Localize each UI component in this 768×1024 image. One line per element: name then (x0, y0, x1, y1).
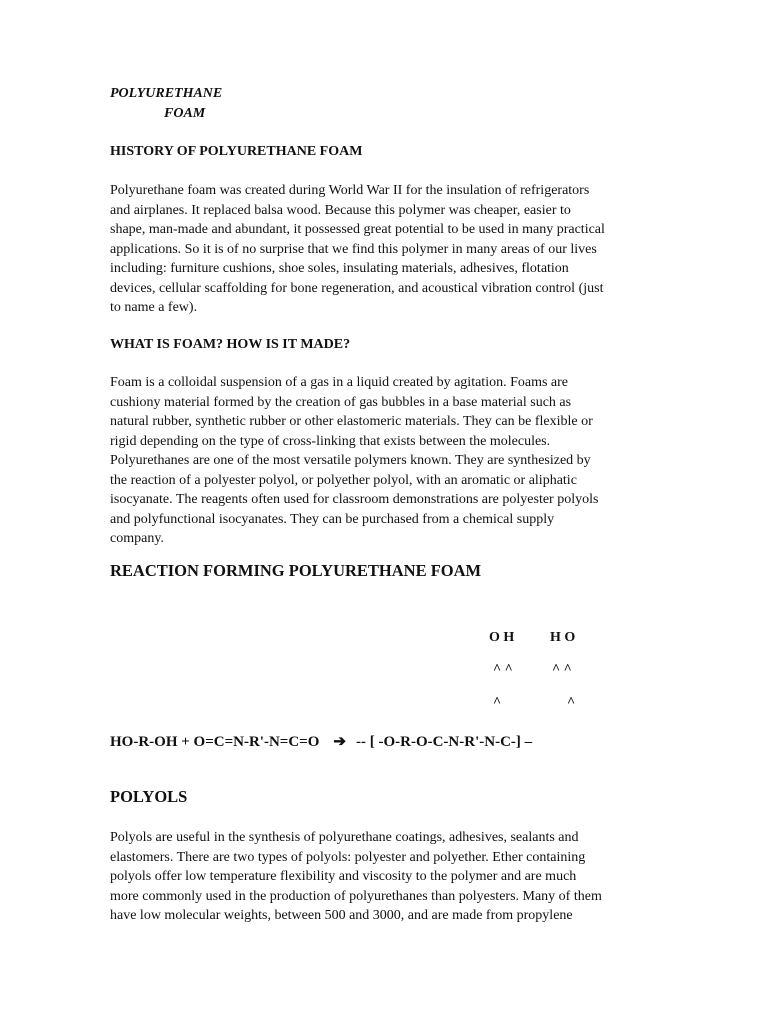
paragraph-line: natural rubber, synthetic rubber or other elastomeric materials. They can be flexible or (110, 414, 593, 429)
paragraph-line: applications. So it is of no surprise that we find this polymer in many areas of our lives (110, 241, 597, 257)
paragraph-line: Polyurethanes are one of the most versatile polymers known. They are synthesized by (110, 453, 591, 468)
oh-group-label: O H (489, 630, 515, 645)
paragraph-line: Foam is a colloidal suspension of a gas in a liquid created by agitation. Foams are (110, 375, 569, 390)
paragraph-line: shape, man-made and abundant, it possessed great potential to be used in many practical (110, 222, 605, 237)
polyols-heading: POLYOLS (110, 787, 188, 806)
bond-caret: ^ (493, 695, 502, 710)
paragraph-line: rigid depending on the type of cross-linking that exists between the molecules. (110, 433, 551, 449)
paragraph-line: elastomers. There are two types of polyols: polyester and polyether. Ether containing (110, 849, 586, 865)
paragraph-line: company. (110, 531, 164, 546)
right-arrow-icon: ➔ (333, 734, 346, 750)
reactants: HO-R-OH + O=C=N-R'-N=C=O (110, 734, 320, 750)
history-heading: HISTORY OF POLYURETHANE FOAM (110, 144, 363, 159)
ho-group-label: H O (550, 630, 576, 645)
paragraph-line: the reaction of a polyester polyol, or polyether polyol, with an aromatic or aliphatic (110, 472, 577, 488)
paragraph-line: Polyols are useful in the synthesis of polyurethane coatings, adhesives, sealants and (110, 830, 579, 845)
reaction-heading: REACTION FORMING POLYURETHANE FOAM (110, 561, 482, 580)
paragraph-line: including: furniture cushions, shoe soles, insulating materials, adhesives, flotation (110, 261, 569, 276)
paragraph-line: have low molecular weights, between 500 and 3000, and are made from propylene (110, 908, 573, 923)
paragraph-line: more commonly used in the production of polyurethanes than polyesters. Many of them (110, 888, 602, 904)
paragraph-line: isocyanate. The reagents often used for classroom demonstrations are polyester polyols (110, 492, 599, 507)
polyols-paragraph (110, 828, 658, 926)
document-title-line-2: FOAM (164, 106, 206, 121)
paragraph-line: cushiony material formed by the creation of gas bubbles in a base material such as (110, 394, 572, 410)
paragraph-line: to name a few). (110, 300, 198, 315)
bond-carets: ^ ^ (493, 662, 513, 677)
product: -- [ -O-R-O-C-N-R'-N-C-] – (355, 734, 533, 750)
bond-carets: ^ ^ (552, 662, 572, 677)
foam-paragraph (110, 373, 658, 549)
paragraph-line: and airplanes. It replaced balsa wood. Because this polymer was cheaper, easier to (110, 202, 571, 218)
reaction-equation (110, 732, 532, 751)
history-paragraph (110, 181, 658, 318)
paragraph-line: devices, cellular scaffolding for bone regeneration, and acoustical vibration control (just (110, 280, 604, 296)
paragraph-line: and polyfunctional isocyanates. They can be purchased from a chemical supply (110, 511, 555, 527)
bond-caret: ^ (567, 695, 576, 710)
foam-heading: WHAT IS FOAM? HOW IS IT MADE? (110, 337, 351, 352)
document-title-line-1: POLYURETHANE (110, 86, 223, 101)
paragraph-line: Polyurethane foam was created during World War II for the insulation of refrigerators (110, 183, 590, 198)
paragraph-line: polyols offer low temperature flexibility and viscosity to the polymer and are much (110, 869, 577, 884)
